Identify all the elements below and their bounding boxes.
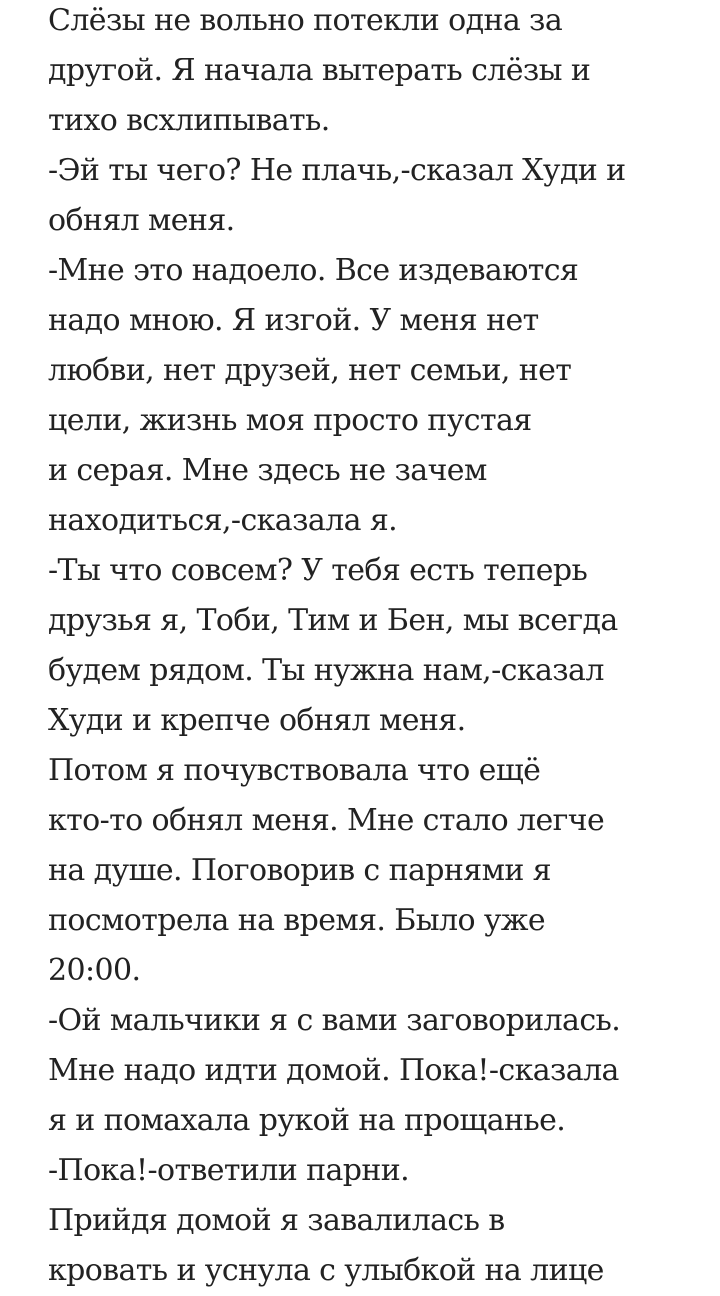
text-line: будем рядом. Ты нужна нам,-сказал <box>48 653 604 688</box>
text-line: кровать и уснула с улыбкой на лице <box>48 1253 604 1288</box>
text-line: Слёзы не вольно потекли одна за <box>48 3 563 38</box>
text-line: на душе. Поговорив с парнями я <box>48 853 551 888</box>
text-line: -Эй ты чего? Не плачь,-сказал Худи и <box>48 153 626 188</box>
text-line: -Ой мальчики я с вами заговорилась. <box>48 1003 621 1038</box>
text-line: Мне надо идти домой. Пока!-сказала <box>48 1053 619 1088</box>
text-line: тихо всхлипывать. <box>48 103 330 138</box>
text-line: -Мне это надоело. Все издеваются <box>48 253 579 288</box>
text-line: -Пока!-ответили парни. <box>48 1153 410 1188</box>
text-line: друзья я, Тоби, Тим и Бен, мы всегда <box>48 603 618 638</box>
text-line: я и помахала рукой на прощанье. <box>48 1103 566 1138</box>
text-line: обнял меня. <box>48 203 235 238</box>
text-line: Прийдя домой я завалилась в <box>48 1203 505 1238</box>
text-line: и серая. Мне здесь не зачем <box>48 453 487 488</box>
text-line: посмотрела на время. Было уже <box>48 903 546 938</box>
text-line: находиться,-сказала я. <box>48 503 398 538</box>
text-line: 20:00. <box>48 953 141 988</box>
text-line: надо мною. Я изгой. У меня нет <box>48 303 539 338</box>
text-line: кто-то обнял меня. Мне стало легче <box>48 803 605 838</box>
text-line: Потом я почувствовала что ещё <box>48 753 541 788</box>
text-line: Худи и крепче обнял меня. <box>48 703 466 738</box>
text-line: любви, нет друзей, нет семьи, нет <box>48 353 572 388</box>
text-line: другой. Я начала вытерать слёзы и <box>48 53 591 88</box>
text-line: -Ты что совсем? У тебя есть теперь <box>48 553 588 588</box>
story-text <box>48 0 708 1296</box>
text-line: цели, жизнь моя просто пустая <box>48 403 532 438</box>
